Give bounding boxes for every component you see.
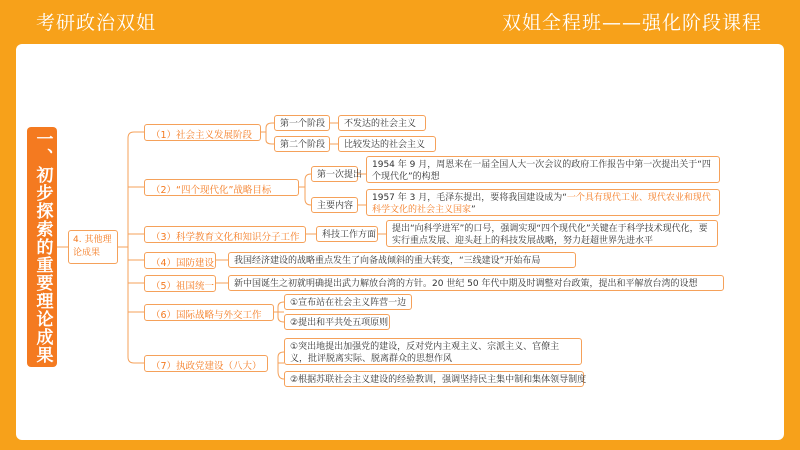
branch-3-child-1-detail-text: 提出“向科学进军”的口号，强调实现“四个现代化”关键在于科学技术现代化，要实行重点发展、迎头赶上的科技发展战略，努力赶超世界先进水平 — [392, 224, 708, 246]
branch-4-detail-text: 我国经济建设的战略重点发生了向备战倾斜的重大转变，“三线建设”开始布局 — [234, 256, 541, 266]
center-node — [68, 230, 118, 264]
branch-2 — [144, 179, 299, 196]
branch-1-child-1 — [274, 115, 330, 131]
header-left-title: 考研政治双姐 — [36, 12, 157, 34]
branch-3-label: （3）科学教育文化和知识分子工作 — [151, 232, 300, 243]
branch-1 — [144, 124, 261, 141]
branch-1-child-2-detail — [338, 136, 436, 152]
branch-6-child-1-text: ①宣布站在社会主义阵营一边 — [290, 298, 407, 308]
header-right-title: 双姐全程班——强化阶段课程 — [501, 12, 762, 34]
branch-6-child-1 — [284, 294, 412, 310]
branch-3-child-1-detail — [386, 220, 718, 247]
branch-2-child-2-detail — [366, 189, 720, 216]
branch-2-child-1-label: 第一次提出 — [317, 170, 363, 180]
branch-7-child-2 — [284, 371, 587, 387]
branch-6-child-2 — [284, 314, 390, 330]
branch-5-label: （5）祖国统一 — [151, 281, 215, 292]
branch-6 — [144, 304, 274, 321]
branch-7-child-1 — [284, 338, 582, 365]
root-topic: 一、初步探索的重要理论成果 — [27, 127, 57, 367]
branch-5-detail-text: 新中国诞生之初就明确提出武力解放台湾的方针。20 世纪 50 年代中期及时调整对台政策，提出和平解放台湾的设想 — [234, 279, 698, 289]
branch-1-child-2-label: 第二个阶段 — [280, 140, 326, 150]
branch-4-detail — [228, 252, 576, 268]
branch-1-child-2 — [274, 136, 330, 152]
branch-4 — [144, 252, 216, 269]
branch-5-detail — [228, 275, 724, 291]
branch-1-child-1-detail — [338, 115, 426, 131]
detail-prefix: 1957 年 3 月，毛泽东提出，要将我国建设成为“ — [372, 193, 567, 203]
branch-2-child-2 — [311, 197, 358, 213]
center-node-label: 4. 其他理论成果 — [73, 235, 112, 258]
branch-6-label: （6）国际战略与外交工作 — [151, 310, 262, 321]
branch-7 — [144, 355, 268, 372]
branch-2-child-1 — [311, 166, 363, 182]
branch-7-child-2-text: ②根据苏联社会主义建设的经验教训，强调坚持民主集中制和集体领导制度 — [290, 375, 587, 385]
branch-2-child-2-detail-text — [367, 190, 719, 218]
detail-highlight: 一个具有现代工业、现代农业和现代科学文化的社会主义国家 — [372, 193, 711, 215]
branch-5 — [144, 275, 216, 292]
branch-2-child-1-detail — [366, 156, 720, 183]
branch-7-label: （7）执政党建设（八大） — [151, 361, 262, 372]
branch-1-child-1-label: 第一个阶段 — [280, 119, 326, 129]
branch-3 — [144, 226, 306, 243]
detail-suffix: ” — [471, 205, 476, 215]
branch-3-child-1 — [316, 226, 378, 242]
branch-2-child-2-label: 主要内容 — [317, 201, 354, 211]
branch-1-child-2-detail-text: 比较发达的社会主义 — [344, 140, 426, 150]
mindmap-panel — [16, 44, 784, 440]
branch-2-child-1-detail-text: 1954 年 9 月，周恩来在一届全国人大一次会议的政府工作报告中第一次提出关于“四个现代化”的构想 — [372, 160, 711, 182]
branch-6-child-2-text: ②提出和平共处五项原则 — [290, 318, 389, 328]
branch-7-child-1-text: ①突出地提出加强党的建设，反对党内主观主义、宗派主义、官僚主义，批评脱离实际、脱离群众的思想作风 — [290, 342, 560, 364]
branch-4-label: （4）国防建设 — [151, 258, 215, 269]
branch-1-label: （1）社会主义发展阶段 — [151, 130, 253, 141]
branch-3-child-1-label: 科技工作方面 — [322, 230, 377, 240]
branch-1-child-1-detail-text: 不发达的社会主义 — [344, 119, 417, 129]
branch-2-label: （2）“四个现代化”战略目标 — [151, 185, 272, 196]
